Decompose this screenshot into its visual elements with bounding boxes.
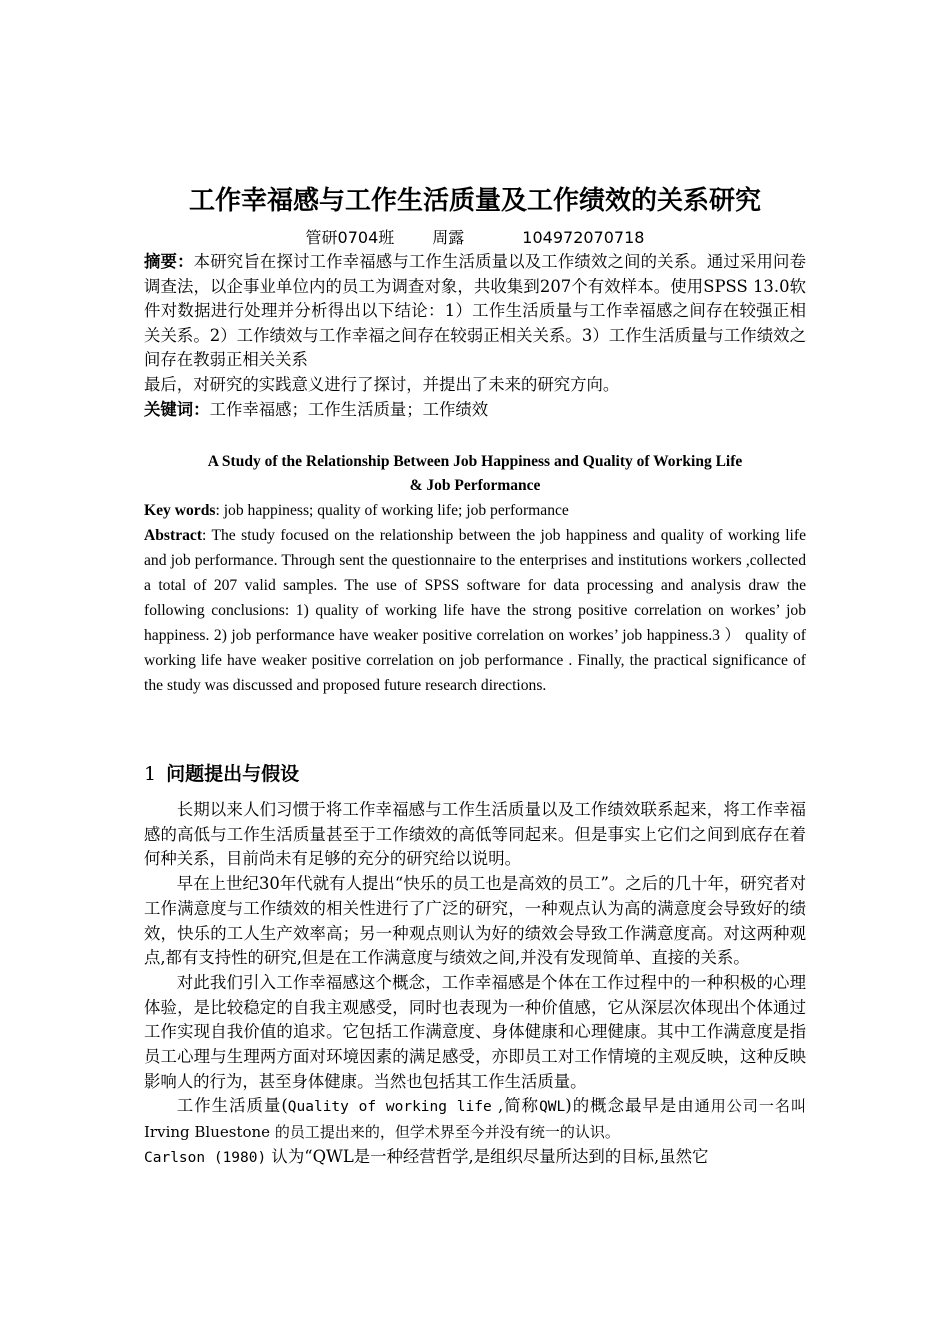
abstract-cn-label: 摘要： <box>144 252 194 271</box>
keywords-cn-text: 工作幸福感；工作生活质量；工作绩效 <box>209 399 489 419</box>
english-title <box>144 450 806 498</box>
english-abstract <box>144 498 806 698</box>
body-paragraph-4 <box>144 1094 806 1144</box>
p4-text-c: )的概念最早是由 <box>565 1096 695 1116</box>
section-body <box>144 798 806 1171</box>
paper-title: 工作幸福感与工作生活质量及工作绩效的关系研究 <box>188 186 761 216</box>
english-title-line1: A Study of the Relationship Between Job Happiness and Quality of Working Life <box>207 453 743 470</box>
p4-term: Quality of working life <box>287 1099 492 1116</box>
body-paragraph-1: 长期以来人们习惯于将工作幸福感与工作生活质量以及工作绩效联系起来，将工作幸福感的高低与工作生活质量甚至于工作绩效的高低等同起来。但是事实上它们之间到底存在着何种关系，目前尚未有足够的充分的研究给以说明。 <box>144 800 806 869</box>
keywords-en-text: : job happiness; quality of working life; job performance <box>215 502 569 519</box>
p4-text-d: 通用公司一名叫 Irving Bluestone 的员工提出来的，但学术界至今并没有统一的认识。 <box>144 1097 806 1142</box>
abstract-cn-paragraph-2: 最后，对研究的实践意义进行了探讨，并提出了未来的研究方向。 <box>144 374 620 394</box>
body-paragraph-2: 早在上世纪30年代就有人提出“快乐的员工也是高效的员工”。之后的几十年，研究者对工作满意度与工作绩效的相关性进行了广泛的研究，一种观点认为高的满意度会导致好的绩效，快乐的工人生产效率高；另一种观点则认为好的绩效会导致工作满意度高。对这两种观点,都有支持性的研究,但是在工作满意度与绩效之间,并没有发现简单、直接的关系。 <box>144 874 806 968</box>
keywords-en-label: Key words <box>144 502 216 519</box>
keywords-en <box>144 498 806 523</box>
section-title: 问题提出与假设 <box>166 763 300 785</box>
section-heading <box>144 760 299 788</box>
keywords-cn-label: 关键词： <box>144 399 210 419</box>
citation: Carlson (1980) <box>144 1149 267 1166</box>
p4-text-b: ,简称 <box>491 1096 540 1116</box>
p4-abbr: QWL <box>539 1099 566 1116</box>
body-paragraph-3: 对此我们引入工作幸福感这个概念，工作幸福感是个体在工作过程中的一种积极的心理体验，是比较稳定的自我主观感受，同时也表现为一种价值感，它从深层次体现出个体通过工作实现自我价值的追求。它包括工作满意度、身体健康和心理健康。其中工作满意度是指员工心理与生理两方面对环境因素的满足感受，亦即员工对工作情境的主观反映，这种反映影响人的行为，甚至身体健康。当然也包括其工作生活质量。 <box>144 972 806 1091</box>
abstract-en <box>144 523 806 698</box>
chinese-abstract <box>144 250 806 422</box>
abstract-cn-text: 本研究旨在探讨工作幸福感与工作生活质量以及工作绩效之间的关系。通过采用问卷调查法，以企事业单位内的员工为调查对象，共收集到207个有效样本。使用SPSS 13.0软件对数据进行处理并分析得出以下结论：1）工作生活质量与工作幸福感之间存在较强正相关关系。2）工作绩效与工作幸福之间存在较弱正相关关系。3）工作生活质量与工作绩效之间存在教弱正相关关系 <box>144 252 807 370</box>
author-class: 管研0704班 <box>305 228 395 247</box>
abstract-en-label: Abstract <box>144 527 203 544</box>
english-title-line2: & Job Performance <box>409 477 541 494</box>
section-number: 1 <box>144 763 157 785</box>
abstract-en-text: : The study focused on the relationship between the job happiness and quality of working life and job performance. Through sent the questionnaire to the enterprises and institutions workers ,collected a total of 207 valid samples. The use of SPSS software for data processing and analysis draw the following conclusions: 1) quality of working life have the strong positive correlation on workes’ job happiness. 2) job performance have weaker positive correlation on workes’ job happiness.3 ） quality of working life have weaker positive correlation on job performance . Finally, the practical significance of the study was discussed and proposed future research directions. <box>144 527 806 694</box>
p5-text: 认为“QWL是一种经营哲学,是组织尽量所达到的目标,虽然它 <box>266 1146 709 1166</box>
body-paragraph-5 <box>144 1145 806 1171</box>
keywords-cn <box>144 398 806 423</box>
abstract-cn-paragraph <box>144 250 806 373</box>
author-name: 周露 <box>432 228 465 247</box>
author-student-id: 104972070718 <box>522 228 645 247</box>
author-line <box>144 228 806 248</box>
p4-text-a: 工作生活质量( <box>176 1096 288 1116</box>
